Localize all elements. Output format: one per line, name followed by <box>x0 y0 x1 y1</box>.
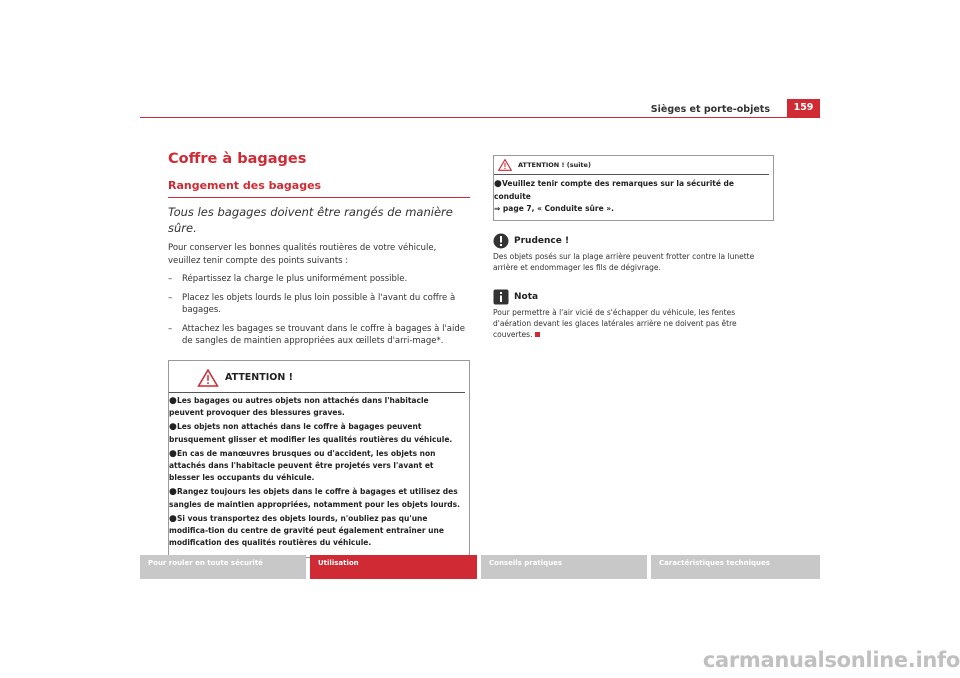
end-square-icon <box>535 332 540 337</box>
warning-item: ●Les objets non attachés dans le coffre à bagages peuvent brusquement glisser et modifier les qualités routières du véhicule. <box>169 422 453 444</box>
intro-text: Tous les bagages doivent être rangés de manière sûre. <box>168 205 453 235</box>
right-column <box>493 155 768 340</box>
prudence-heading <box>493 233 768 249</box>
tab-pour-rouler[interactable]: Pour rouler en toute sécurité <box>140 555 306 579</box>
subsection-title: Rangement des bagages <box>168 179 470 198</box>
page-number: 159 <box>787 99 820 117</box>
warning-triangle-icon <box>498 159 512 171</box>
list-item: – Répartissez la charge le plus uniformément possible. <box>168 274 408 284</box>
warning-box <box>168 360 470 559</box>
list-item: – Attachez les bagages se trouvant dans le coffre à bagages à l'aide de sangles de maintien appropriées aux œillets d'arri-mage*. <box>168 323 465 346</box>
warning-item: ●Si vous transportez des objets lourds, n'oubliez pas qu'une modifica-tion du centre de gravité peut également entraîner une modification des qualités routières du véhicule. <box>169 513 444 548</box>
body-paragraph: Pour conserver les bonnes qualités routières de votre véhicule, veuillez tenir compte des points suivants : <box>168 243 437 266</box>
tab-caracteristiques[interactable]: Caractéristiques techniques <box>651 555 820 579</box>
tab-utilisation[interactable]: Utilisation <box>310 555 477 579</box>
left-column <box>168 150 470 558</box>
tab-conseils[interactable]: Conseils pratiques <box>481 555 647 579</box>
warning-continued-box <box>493 155 774 221</box>
section-title: Coffre à bagages <box>168 151 307 167</box>
warning-title: ATTENTION ! <box>225 372 293 383</box>
header-title: Sièges et porte-objets <box>650 104 770 115</box>
header-rule <box>140 117 820 118</box>
list-item: – Placez les objets lourds le plus loin possible à l'avant du coffre à bagages. <box>168 292 456 315</box>
warning-item: ●En cas de manœuvres brusques ou d'accident, les objets non attachés dans l'habitacle peuvent être projetés vers l'avant et blesser les occupants du véhicule. <box>169 448 436 483</box>
page-reference[interactable]: ⇒ page 7, « Conduite sûre ». <box>494 203 614 213</box>
nota-title: Nota <box>514 292 539 303</box>
prudence-title: Prudence ! <box>514 236 570 247</box>
warning-item: ●Rangez toujours les objets dans le coffre à bagages et utilisez des sangles de maintien appropriées, notamment pour les objets lourds. <box>169 487 460 509</box>
prudence-text: Des objets posés sur la plage arrière peuvent frotter contre la lunette arrière et endommager les fils de dégivrage. <box>493 252 755 273</box>
instruction-list <box>168 273 470 348</box>
info-note-icon <box>493 289 509 305</box>
exclamation-circle-icon <box>493 233 509 249</box>
warning-item: ●Les bagages ou autres objets non attachés dans l'habitacle peuvent provoquer des blessures graves. <box>169 395 429 418</box>
watermark: carmanualsonline.info <box>702 648 960 672</box>
nota-text: Pour permettre à l'air vicié de s'échapper du véhicule, les fentes d'aération devant les glaces latérales arrière ne doivent pas être couvertes. <box>493 308 737 340</box>
nota-heading <box>493 289 768 305</box>
warning-item: ●Veuillez tenir compte des remarques sur la sécurité de conduite ⇒ page 7, « Conduite sûre ». <box>494 179 735 213</box>
warning-triangle-icon <box>197 369 219 387</box>
warning-continued-title: ATTENTION ! (suite) <box>518 161 591 169</box>
